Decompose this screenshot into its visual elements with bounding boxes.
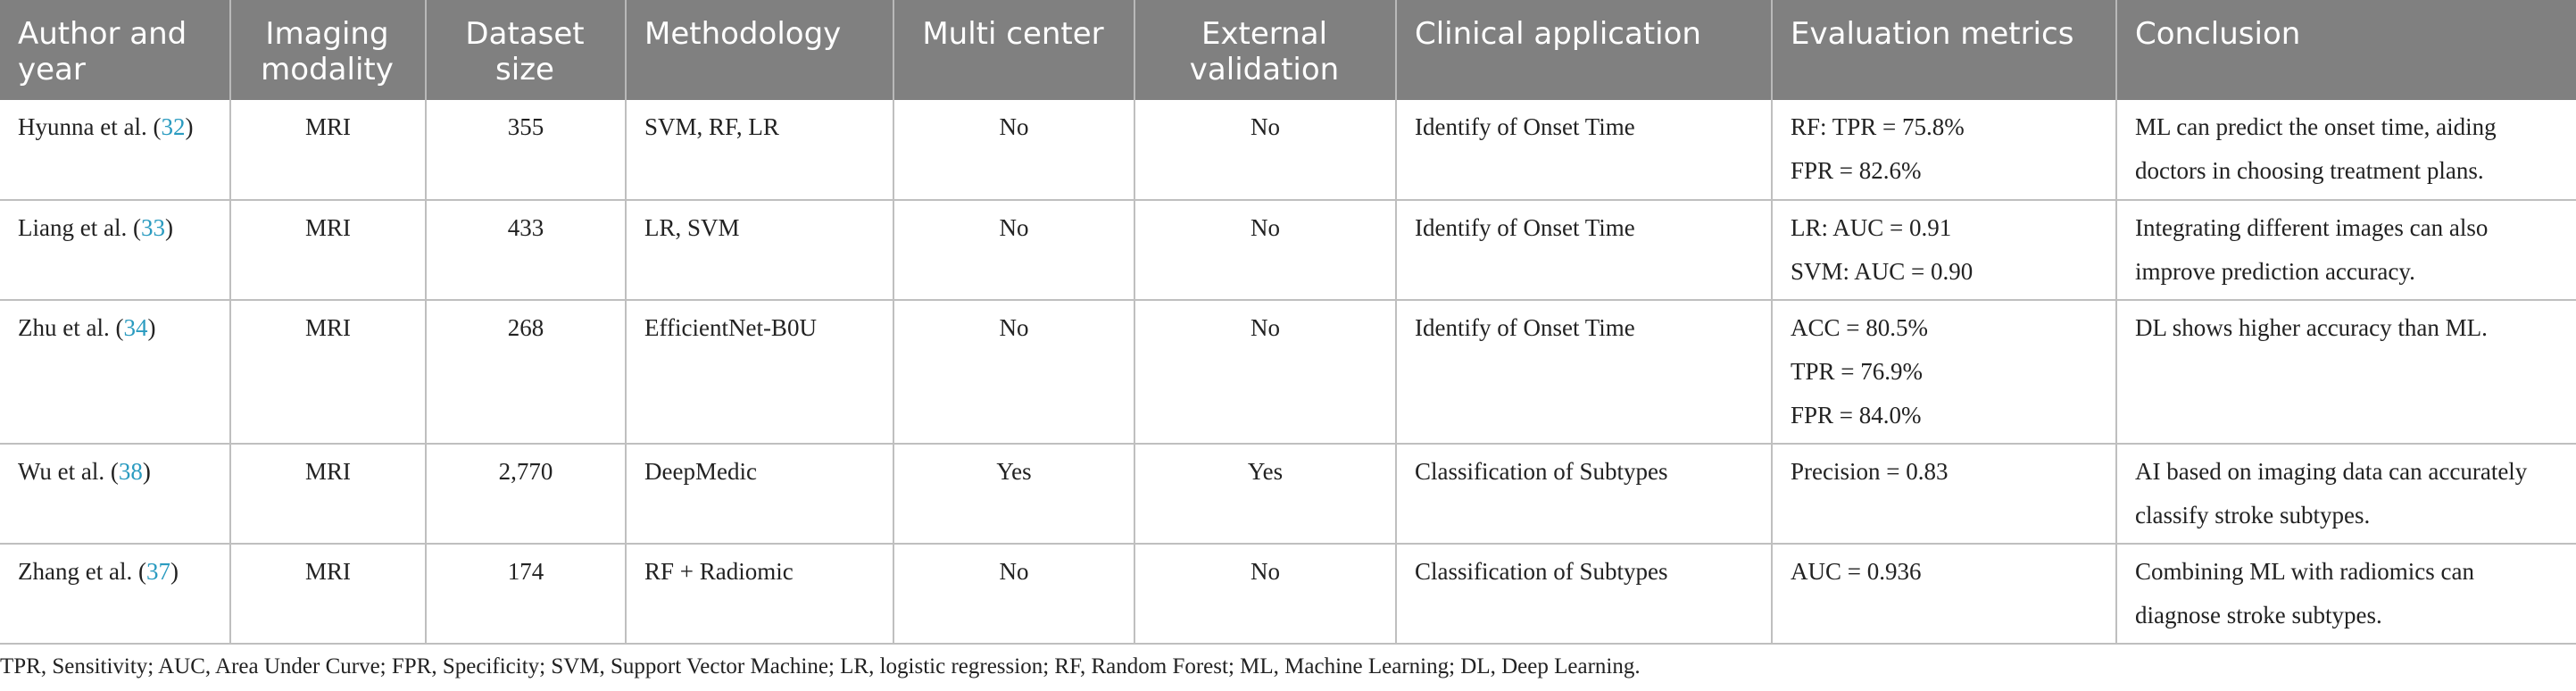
cell-multi-center: No [893,100,1134,200]
cell-dataset-size: 174 [426,544,626,644]
cell-multi-center: No [893,300,1134,444]
metric-line: FPR = 82.6% [1791,157,1922,184]
reference-link[interactable]: 34 [123,314,148,341]
cell-multi-center: No [893,544,1134,644]
cell-conclusion [2116,300,2576,444]
cell-external-validation: Yes [1134,444,1396,544]
reference-link[interactable]: 32 [161,113,186,140]
cell-clinical-application: Classification of Subtypes [1396,544,1772,644]
cell-external-validation: No [1134,300,1396,444]
cell-external-validation: No [1134,200,1396,300]
cell-conclusion [2116,100,2576,200]
cell-external-validation: No [1134,100,1396,200]
reference-link[interactable]: 37 [145,558,170,585]
conclusion-line: DL shows higher accuracy than ML. [2135,314,2488,341]
conclusion-line: diagnose stroke subtypes. [2135,602,2382,629]
cell-methodology: DeepMedic [626,444,893,544]
cell-modality: MRI [230,200,426,300]
table-row [0,544,2576,644]
cell-methodology: LR, SVM [626,200,893,300]
conclusion-line: classify stroke subtypes. [2135,502,2371,529]
cell-multi-center: Yes [893,444,1134,544]
cell-methodology: RF + Radiomic [626,544,893,644]
conclusion-line: Combining ML with radiomics can [2135,558,2474,585]
cell-modality: MRI [230,100,426,200]
cell-conclusion [2116,544,2576,644]
cell-evaluation-metrics [1772,444,2116,544]
cell-author: Liang et al. (33) [0,200,230,300]
cell-clinical-application: Identify of Onset Time [1396,300,1772,444]
author-name: Zhu et al. ( [18,314,124,341]
cell-dataset-size: 268 [426,300,626,444]
header-clinical-application: Clinical application [1396,0,1772,100]
header-conclusion: Conclusion [2116,0,2576,100]
cell-evaluation-metrics [1772,544,2116,644]
cell-author: Wu et al. (38) [0,444,230,544]
conclusion-line: improve prediction accuracy. [2135,258,2415,285]
table-row [0,100,2576,200]
cell-dataset-size: 2,770 [426,444,626,544]
cell-clinical-application: Classification of Subtypes [1396,444,1772,544]
cell-conclusion [2116,444,2576,544]
cell-author: Hyunna et al. (32) [0,100,230,200]
header-evaluation-metrics: Evaluation metrics [1772,0,2116,100]
metric-line: ACC = 80.5% [1791,314,1928,341]
author-name: Hyunna et al. ( [18,113,162,140]
cell-evaluation-metrics [1772,200,2116,300]
table-footnote: TPR, Sensitivity; AUC, Area Under Curve; FPR, Specificity; SVM, Support Vector Machine; LR, logistic regression; RF, Random Forest; ML, Machine Learning; DL, Deep Learning. [0,654,1641,679]
header-external-validation: External validation [1134,0,1396,100]
cell-multi-center: No [893,200,1134,300]
conclusion-line: ML can predict the onset time, aiding [2135,113,2497,140]
cell-modality: MRI [230,544,426,644]
metric-line: LR: AUC = 0.91 [1791,214,1952,241]
cell-methodology: EfficientNet-B0U [626,300,893,444]
cell-external-validation: No [1134,544,1396,644]
conclusion-line: Integrating different images can also [2135,214,2489,241]
table-row [0,300,2576,444]
author-name: Liang et al. ( [18,214,141,241]
cell-clinical-application: Identify of Onset Time [1396,100,1772,200]
table-header-row [0,0,2576,100]
author-name: Zhang et al. ( [18,558,146,585]
author-name: Wu et al. ( [18,458,119,485]
conclusion-line: doctors in choosing treatment plans. [2135,157,2484,184]
metric-line: RF: TPR = 75.8% [1791,113,1965,140]
reference-link[interactable]: 33 [140,214,165,241]
metric-line: Precision = 0.83 [1791,458,1949,485]
metric-line: FPR = 84.0% [1791,402,1922,429]
reference-link[interactable]: 38 [118,458,143,485]
metric-line: SVM: AUC = 0.90 [1791,258,1974,285]
header-imaging-modality: Imaging modality [230,0,426,100]
cell-dataset-size: 355 [426,100,626,200]
table-row [0,200,2576,300]
metric-line: TPR = 76.9% [1791,358,1923,385]
header-methodology: Methodology [626,0,893,100]
cell-author: Zhu et al. (34) [0,300,230,444]
table-row [0,444,2576,544]
cell-conclusion [2116,200,2576,300]
cell-methodology: SVM, RF, LR [626,100,893,200]
cell-evaluation-metrics [1772,300,2116,444]
conclusion-line: AI based on imaging data can accurately [2135,458,2528,485]
cell-author: Zhang et al. (37) [0,544,230,644]
header-dataset-size: Dataset size [426,0,626,100]
metric-line: AUC = 0.936 [1791,558,1922,585]
cell-modality: MRI [230,444,426,544]
cell-clinical-application: Identify of Onset Time [1396,200,1772,300]
header-author-year: Author and year [0,0,230,100]
header-multi-center: Multi center [893,0,1134,100]
cell-evaluation-metrics [1772,100,2116,200]
cell-modality: MRI [230,300,426,444]
cell-dataset-size: 433 [426,200,626,300]
